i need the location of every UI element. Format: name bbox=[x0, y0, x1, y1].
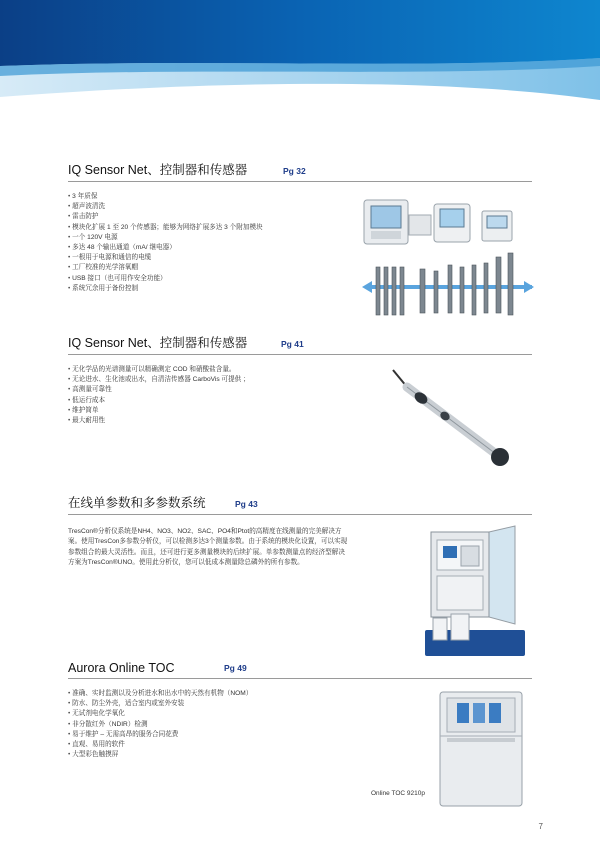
list-item: • 非分散红外（NDIR）检测 bbox=[68, 720, 252, 730]
list-item: • 模块化扩展 1 至 20 个传感器；能够为网络扩展多达 3 个附加模块 bbox=[68, 223, 263, 233]
list-item: • 一个 120V 电源 bbox=[68, 233, 263, 243]
feature-list bbox=[68, 192, 263, 294]
section-title: IQ Sensor Net、控制器和传感器 bbox=[68, 336, 248, 350]
list-item: • 易于维护 – 无需高昂的服务合同花费 bbox=[68, 730, 252, 740]
page-reference: Pg 43 bbox=[235, 499, 258, 509]
list-item: • 工厂校准的光学溶氧帽 bbox=[68, 263, 263, 273]
list-item: • 维护简单 bbox=[68, 406, 250, 416]
page-reference: Pg 49 bbox=[224, 663, 247, 673]
section-title: 在线单参数和多参数系统 bbox=[68, 496, 206, 510]
list-item: • 无论进水、生化池或出水，自清洁传感器 CarboVis 可提供 ； bbox=[68, 375, 250, 385]
iq-sensor-net-product-image bbox=[362, 195, 534, 320]
list-item: • 低运行成本 bbox=[68, 396, 250, 406]
list-item: • 超声波清洗 bbox=[68, 202, 263, 212]
section-iq-sensor-net-1 bbox=[68, 157, 532, 292]
aurora-toc-analyzer-image bbox=[437, 690, 527, 810]
section-title: Aurora Online TOC bbox=[68, 661, 175, 675]
section-title: IQ Sensor Net、控制器和传感器 bbox=[68, 163, 248, 177]
section-iq-sensor-net-2 bbox=[68, 330, 532, 425]
list-item: • 直观、易用的软件 bbox=[68, 740, 252, 750]
header-wave-band bbox=[0, 0, 600, 100]
carbovis-sensor-image bbox=[385, 365, 520, 475]
list-item: • 无化学品的光谱测量可以精确测定 COD 和硝酸盐含量。 bbox=[68, 365, 250, 375]
trescon-analyzer-image bbox=[423, 522, 533, 662]
list-item: • 防水、防尘外壳，适合室内或室外安装 bbox=[68, 699, 252, 709]
section-header bbox=[68, 330, 532, 355]
page-reference: Pg 32 bbox=[283, 166, 306, 176]
paragraph-line: 参数组合的最大灵活性。而且，还可进行更多测量模块的后续扩展。单参数测量点的经济型解决 bbox=[68, 548, 345, 556]
list-item: • 3 年质保 bbox=[68, 192, 263, 202]
paragraph-line: 案。使用TresCon多参数分析仪，可以检测多达3个测量参数。由于系统的模块化设置，可以实现 bbox=[68, 538, 348, 546]
list-item: • 一根用于电源和通信的电缆 bbox=[68, 253, 263, 263]
section-header bbox=[68, 490, 532, 515]
list-item: • 最大耐用性 bbox=[68, 416, 250, 426]
paragraph-line: 方案为TresCon®UNO。使用此分析仪，您可以低成本测量除总磷外的所有参数。 bbox=[68, 558, 304, 566]
feature-list bbox=[68, 365, 250, 426]
list-item: • 多达 48 个输出通道（mA/ 继电器） bbox=[68, 243, 263, 253]
page-number: 7 bbox=[538, 822, 543, 831]
list-item: • USB 接口（也可用作安全功能） bbox=[68, 274, 263, 284]
section-trescon-systems bbox=[68, 490, 532, 566]
section-header bbox=[68, 157, 532, 182]
list-item: • 无试剂电化学氧化 bbox=[68, 709, 252, 719]
page-reference: Pg 41 bbox=[281, 339, 304, 349]
description-paragraph bbox=[68, 527, 368, 568]
list-item: • 高测量可靠性 bbox=[68, 385, 250, 395]
figure-caption: Online TOC 9210p bbox=[371, 790, 425, 797]
list-item: • 雷击防护 bbox=[68, 212, 263, 222]
section-header bbox=[68, 654, 532, 679]
feature-list bbox=[68, 689, 252, 760]
paragraph-line: TresCon®分析仪系统是NH4、NO3、NO2、SAC、PO4和Ptot的高精度在线测量的完美解决方 bbox=[68, 528, 342, 535]
section-aurora-online-toc bbox=[68, 654, 532, 759]
list-item: • 系统冗余用于备份控制 bbox=[68, 284, 263, 294]
list-item: • 准确、实时监测以及分析进水和出水中的天然有机物（NOM） bbox=[68, 689, 252, 699]
list-item: • 大型彩色触摸屏 bbox=[68, 750, 252, 760]
